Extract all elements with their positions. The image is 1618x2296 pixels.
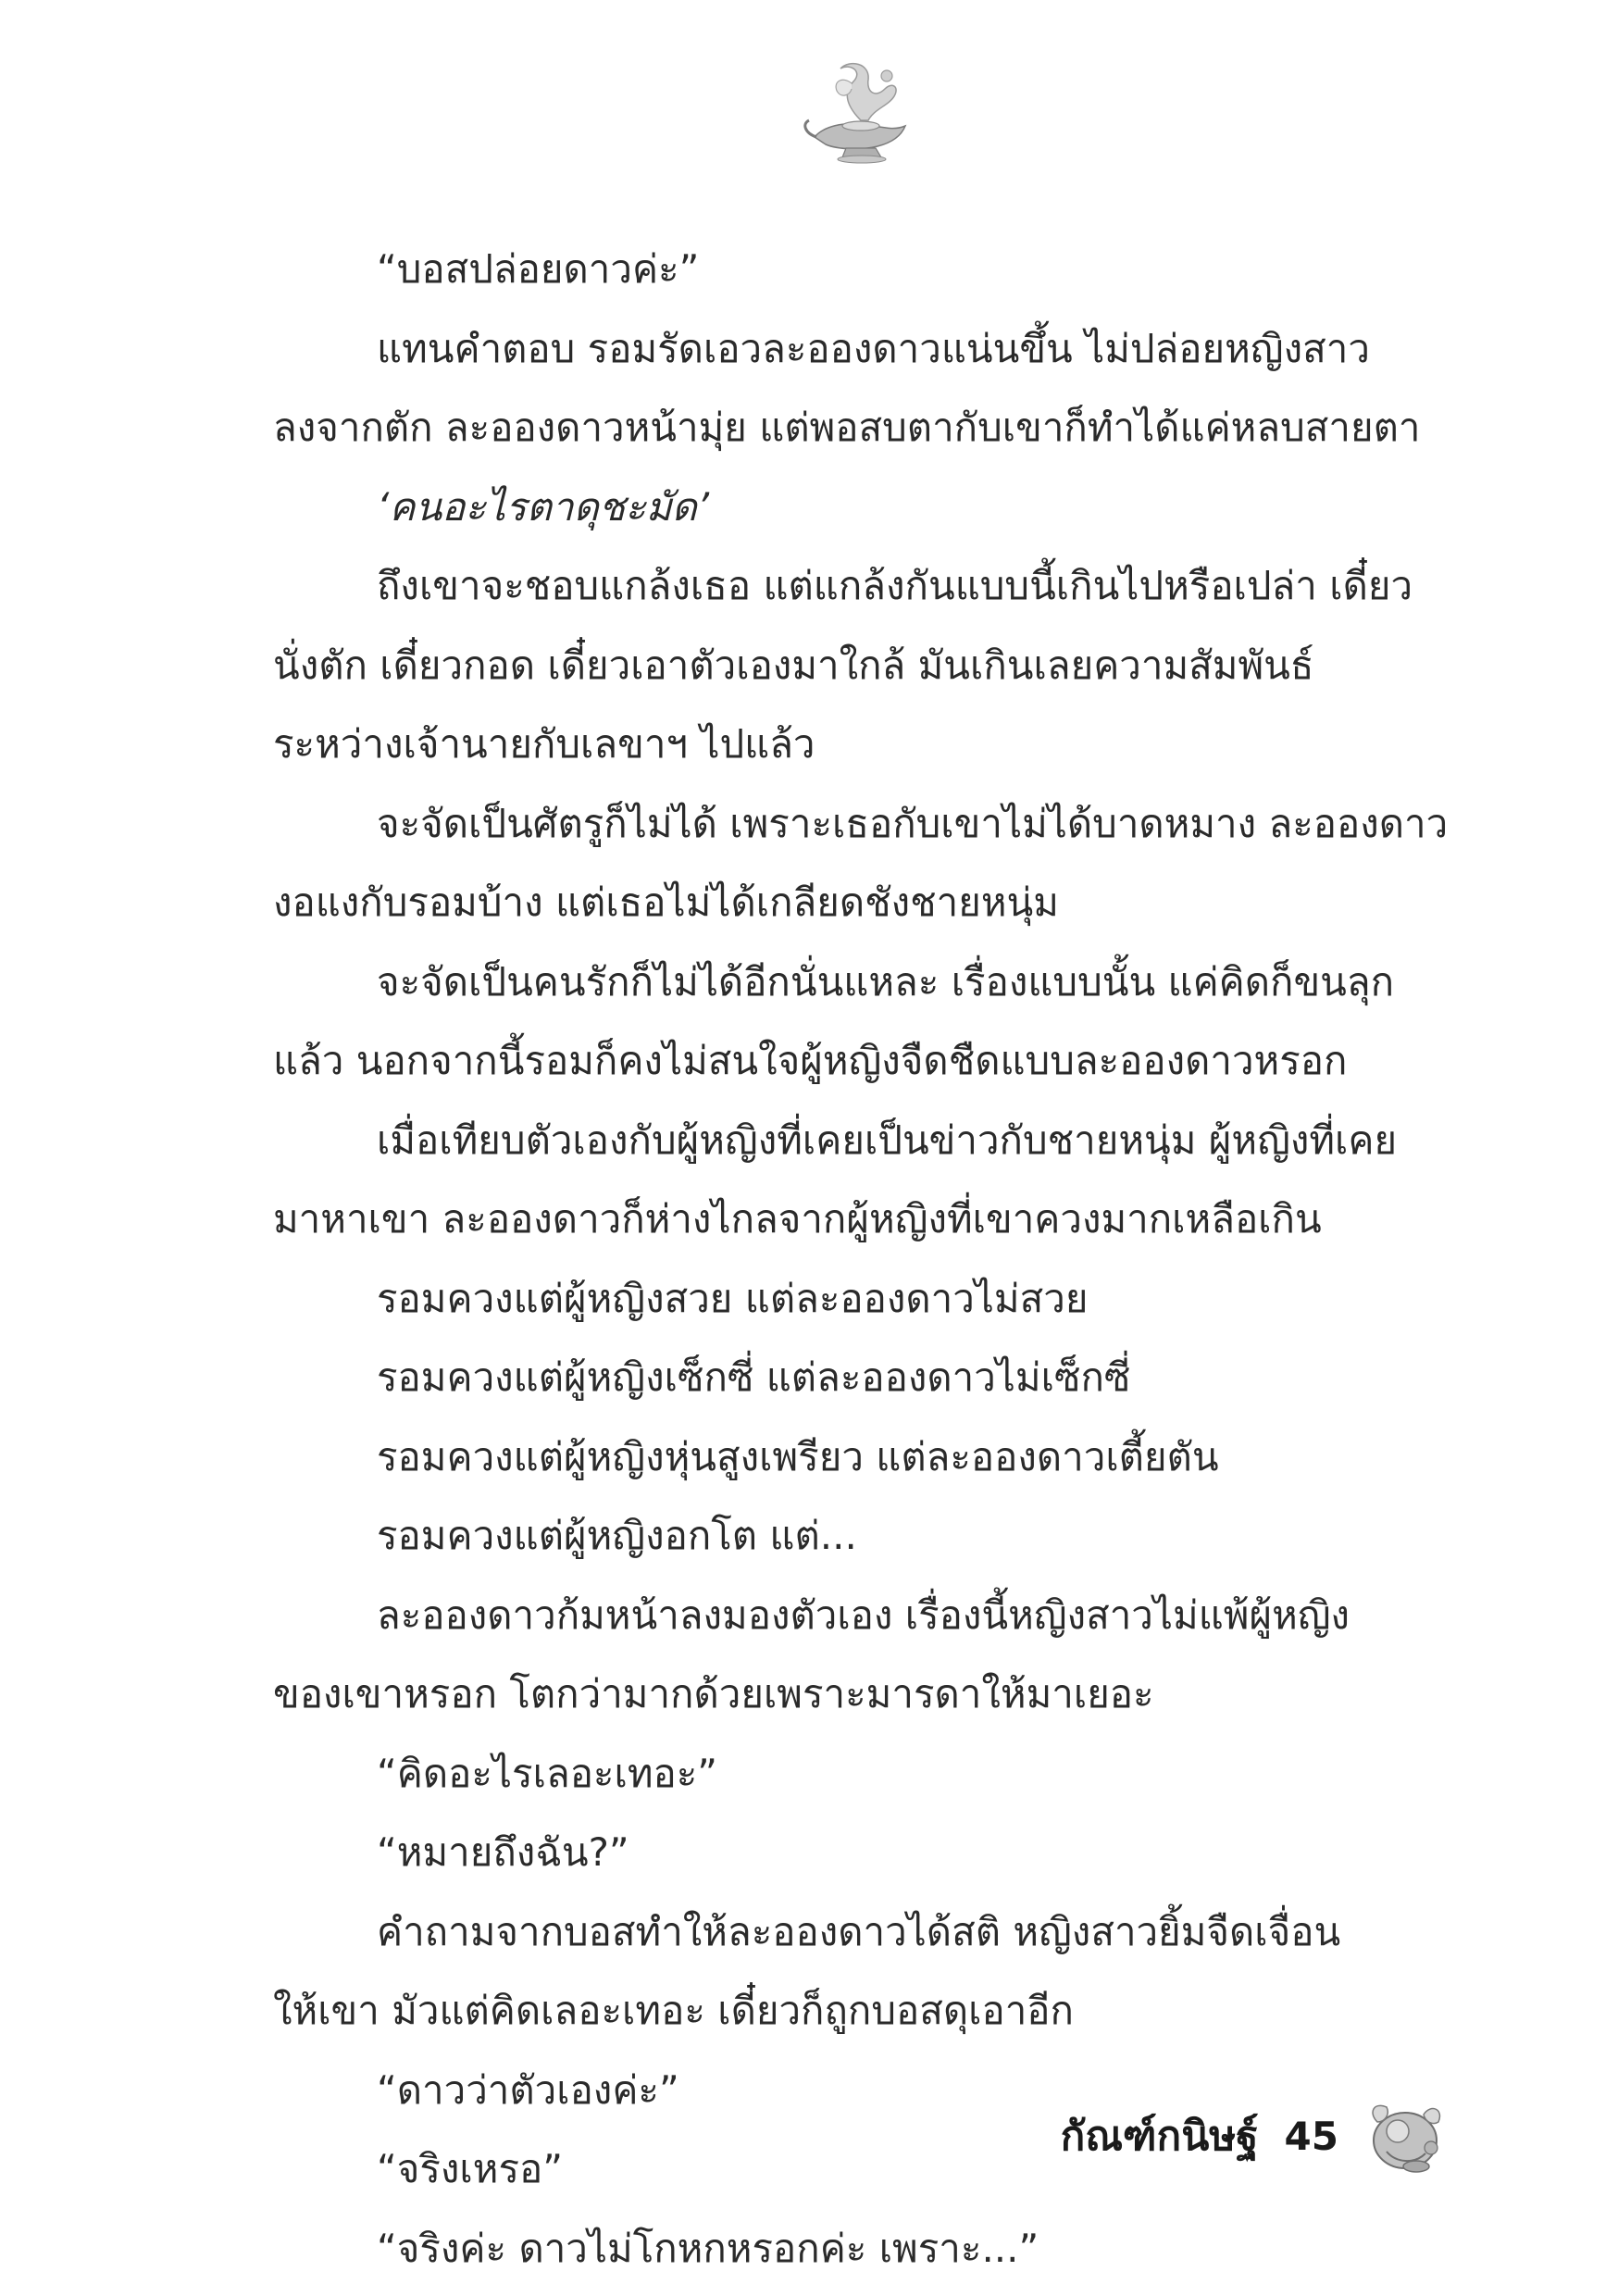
text-line: ถึงเขาจะชอบแกล้งเธอ แต่แกล้งกันแบบนี้เกินไปหรือเปล่า เดี๋ยว bbox=[377, 563, 1413, 608]
text-line: “จริงเหรอ” bbox=[377, 2146, 564, 2191]
text-line: ‘คนอะไรตาดุชะมัด’ bbox=[377, 483, 710, 530]
text-line: “คิดอะไรเลอะเทอะ” bbox=[377, 1750, 718, 1796]
text-line: รอมควงแต่ผู้หญิงหุ่นสูงเพรียว แต่ละอองดาวเตี้ยตัน bbox=[377, 1433, 1219, 1479]
page-footer bbox=[1061, 2094, 1451, 2177]
text-line: ลงจากตัก ละอองดาวหน้ามุ่ย แต่พอสบตากับเขาก็ทำได้แค่หลบสายตา bbox=[273, 405, 1421, 450]
text-line: จะจัดเป็นศัตรูก็ไม่ได้ เพราะเธอกับเขาไม่ได้บาดหมาง ละอองดาว bbox=[377, 800, 1449, 846]
text-line: “หมายถึงฉัน?” bbox=[377, 1829, 629, 1875]
genie-lamp-icon bbox=[796, 56, 916, 167]
cherub-ornament-icon bbox=[1359, 2094, 1451, 2177]
text-line: มาหาเขา ละอองดาวก็ห่างไกลจากผู้หญิงที่เขาควงมากเหลือเกิน bbox=[273, 1196, 1322, 1242]
text-line: แทนคำตอบ รอมรัดเอวละอองดาวแน่นขึ้น ไม่ปล่อยหญิงสาว bbox=[377, 325, 1370, 371]
text-line: เมื่อเทียบตัวเองกับผู้หญิงที่เคยเป็นข่าวกับชายหนุ่ม ผู้หญิงที่เคย bbox=[377, 1117, 1398, 1163]
author-name: กัณฑ์กนิษฐ์ bbox=[1060, 2113, 1259, 2160]
text-line: ของเขาหรอก โตกว่ามากด้วยเพราะมารดาให้มาเยอะ bbox=[273, 1671, 1154, 1716]
text-line: รอมควงแต่ผู้หญิงเซ็กซี่ แต่ละอองดาวไม่เซ็กซี่ bbox=[377, 1354, 1131, 1400]
text-line: รอมควงแต่ผู้หญิงอกโต แต่... bbox=[377, 1513, 857, 1558]
text-line: ระหว่างเจ้านายกับเลขาฯ ไปแล้ว bbox=[273, 721, 815, 767]
text-line: “จริงค่ะ ดาวไม่โกหกหรอกค่ะ เพราะ...” bbox=[377, 2225, 1039, 2271]
text-line: จะจัดเป็นคนรักก็ไม่ได้อีกนั่นแหละ เรื่องแบบนั้น แค่คิดก็ขนลุก bbox=[377, 958, 1395, 1004]
text-line: ละอองดาวก้มหน้าลงมองตัวเอง เรื่องนี้หญิงสาวไม่แพ้ผู้หญิง bbox=[377, 1591, 1350, 1638]
text-line: นั่งตัก เดี๋ยวกอด เดี๋ยวเอาตัวเองมาใกล้ มันเกินเลยความสัมพันธ์ bbox=[273, 642, 1314, 688]
text-line: “ดาวว่าตัวเองค่ะ” bbox=[377, 2066, 679, 2113]
text-line: ให้เขา มัวแต่คิดเลอะเทอะ เดี๋ยวก็ถูกบอสดุเอาอีก bbox=[273, 1988, 1074, 2033]
text-line: งอแงกับรอมบ้าง แต่เธอไม่ได้เกลียดชังชายหนุ่ม bbox=[273, 880, 1059, 925]
text-line: คำถามจากบอสทำให้ละอองดาวได้สติ หญิงสาวยิ้มจืดเจื่อน bbox=[377, 1908, 1341, 1954]
text-line: รอมควงแต่ผู้หญิงสวย แต่ละอองดาวไม่สวย bbox=[377, 1275, 1089, 1321]
body-text bbox=[273, 230, 1467, 2288]
text-line: แล้ว นอกจากนี้รอมก็คงไม่สนใจผู้หญิงจืดชืดแบบละอองดาวหรอก bbox=[273, 1038, 1348, 1083]
text-line: “บอสปล่อยดาวค่ะ” bbox=[377, 246, 700, 292]
page-number: 45 bbox=[1284, 2113, 1338, 2159]
